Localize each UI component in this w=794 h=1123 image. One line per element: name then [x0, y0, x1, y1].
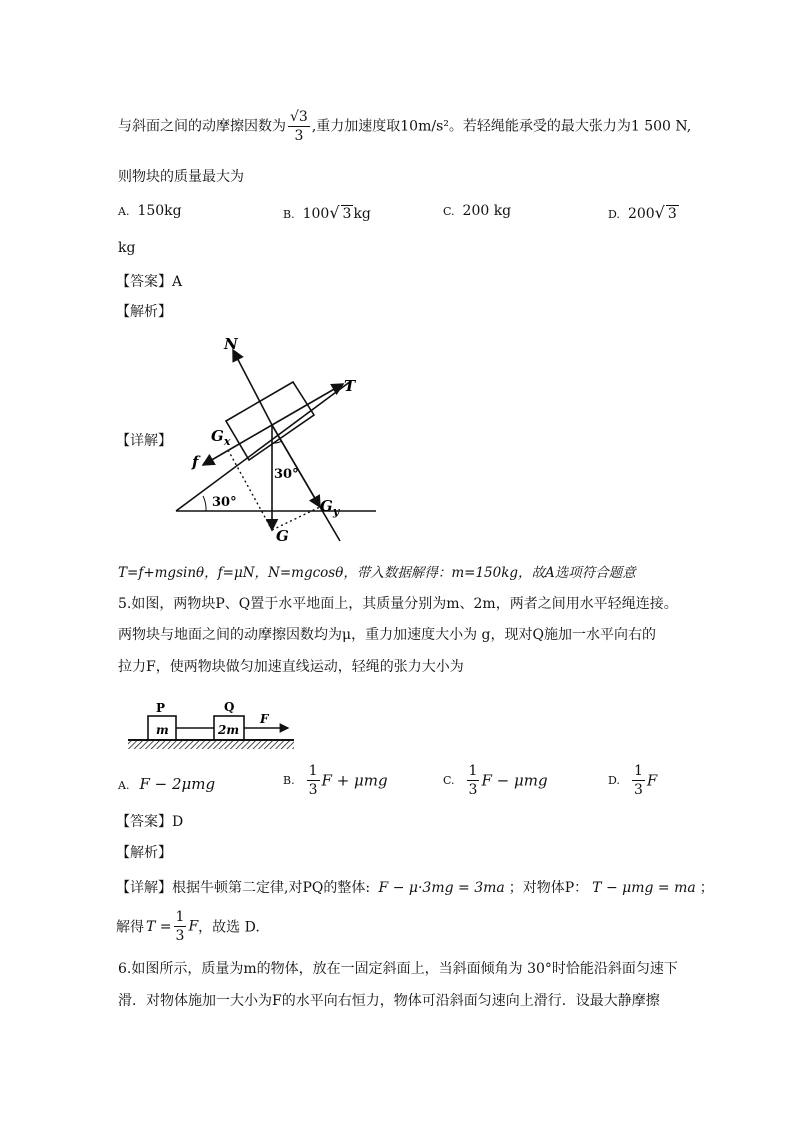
blocks-figure	[128, 698, 300, 750]
q4-line1	[118, 110, 691, 143]
answer-label: 【答案】	[116, 814, 172, 830]
detail-text-post: ，故选 D.	[198, 919, 260, 936]
label-p: P	[156, 701, 166, 715]
option-expr: F + μmg	[321, 771, 388, 790]
gy-arrow	[272, 425, 320, 507]
q4-solution: T=f+mgsinθ，f=μN，N=mgcosθ，带入数据解得：m=150kg，故A选项符合题意	[118, 565, 636, 581]
option-root: 3	[342, 206, 352, 222]
label-q: Q	[224, 700, 235, 714]
q5-option-d	[608, 764, 657, 797]
q4-detail-label: 【详解】	[116, 433, 172, 449]
option-label: B.	[283, 208, 295, 221]
option-label: D.	[608, 774, 620, 787]
q6-line2: 滑．对物体施加一大小为F的水平向右恒力，物体可沿斜面匀速向上滑行．设最大静摩擦	[118, 993, 660, 1009]
detail-text-c: ；	[699, 880, 714, 896]
q4-answer	[116, 271, 182, 291]
detail-text-b: ；对物体P：	[508, 880, 589, 896]
q4-line1-post: ,重力加速度取10m/s²。若轻绳能承受的最大张力为1 500 N,	[311, 118, 692, 135]
q4-option-d-wrap: kg	[118, 240, 136, 256]
label-angle-base: 30°	[212, 495, 237, 510]
q4-analysis-label: 【解析】	[116, 304, 172, 320]
q5-detail-line2: 解得 T = $\frac{1}{3}$ F，故选 D.	[116, 909, 260, 944]
q5-option-c	[443, 764, 548, 797]
q5-stem-line2: 两物块与地面之间的动摩擦因数均为μ，重力加速度大小为 g，现对Q施加一水平向右的	[118, 627, 656, 643]
q4-option-a	[118, 203, 182, 219]
label-f: F	[260, 712, 269, 726]
option-label: D.	[608, 208, 620, 221]
answer-label: 【答案】	[116, 274, 172, 290]
option-unit: kg	[353, 206, 371, 222]
option-expr: F − 2μmg	[139, 775, 216, 793]
fraction: $\frac{1}{3}$	[308, 763, 318, 798]
fraction: $\frac{1}{3}$	[633, 763, 643, 798]
q6-line1: 6.如图所示，质量为m的物体，放在一固定斜面上，当斜面倾角为 30°时恰能沿斜面匀速下	[118, 961, 678, 977]
q5-option-b	[283, 764, 388, 797]
label-angle-inner: 30°	[274, 467, 299, 482]
option-expr: F	[646, 771, 658, 790]
q4-line1-pre: 与斜面之间的动摩擦因数为	[118, 118, 286, 135]
label-2m: 2m	[218, 723, 240, 737]
label-t: T	[344, 377, 356, 395]
mu-fraction	[288, 110, 310, 143]
q4-option-c	[443, 203, 511, 219]
label-m: m	[156, 723, 169, 737]
mu-denominator: 3	[294, 128, 304, 144]
q5-stem-line3: 拉力F，使两物块做匀加速直线运动，轻绳的张力大小为	[118, 659, 464, 675]
answer-value: D	[172, 814, 184, 830]
option-text: 200	[627, 206, 655, 222]
q4-option-b: B. 100√ 3 kg	[283, 203, 371, 222]
mu-numerator: √3	[290, 109, 308, 125]
q5-stem-line1: 5.如图，两物块P、Q置于水平地面上，其质量分别为m、2m，两者之间用水平轻绳连接。	[118, 596, 678, 612]
option-root: 3	[667, 206, 677, 222]
label-gx: $G_x$	[211, 427, 231, 448]
option-expr: F − μmg	[481, 771, 548, 790]
fraction: $\frac{1}{3}$	[468, 763, 478, 798]
ground-hatch	[128, 740, 294, 749]
equation-whole: F − μ·3mg = 3ma	[378, 880, 505, 896]
base-angle-arc	[203, 496, 206, 511]
option-text: 200 kg	[462, 203, 512, 219]
incline-line	[176, 381, 351, 511]
q5-detail-line1	[116, 877, 714, 897]
option-text: 150kg	[137, 203, 182, 219]
gx-dotted	[228, 450, 272, 530]
force-diagram	[168, 333, 388, 548]
equation-t: T =	[146, 918, 172, 935]
q5-analysis-label: 【解析】	[116, 845, 172, 861]
q4-line2: 则物块的质量最大为	[118, 169, 244, 185]
equation-p: T − μmg = ma	[592, 880, 696, 896]
q4-option-d: D. 200√ 3	[608, 203, 677, 222]
label-gy: $G_y$	[320, 497, 340, 518]
answer-value: A	[172, 274, 183, 290]
option-label: B.	[283, 774, 295, 787]
detail-text: 【详解】根据牛顿第二定律,对PQ的整体:	[116, 880, 371, 896]
label-g: G	[276, 527, 289, 545]
fraction: $\frac{1}{3}$	[175, 909, 185, 944]
label-n: N	[224, 335, 238, 353]
option-label: C.	[443, 774, 455, 787]
q5-option-a	[118, 775, 215, 793]
option-label: C.	[443, 205, 455, 218]
label-f: f	[192, 453, 199, 471]
q5-answer	[116, 811, 183, 831]
option-label: A.	[118, 779, 130, 792]
option-text: 100	[302, 206, 330, 222]
option-label: A.	[118, 205, 130, 218]
detail-text: 解得	[116, 919, 144, 936]
